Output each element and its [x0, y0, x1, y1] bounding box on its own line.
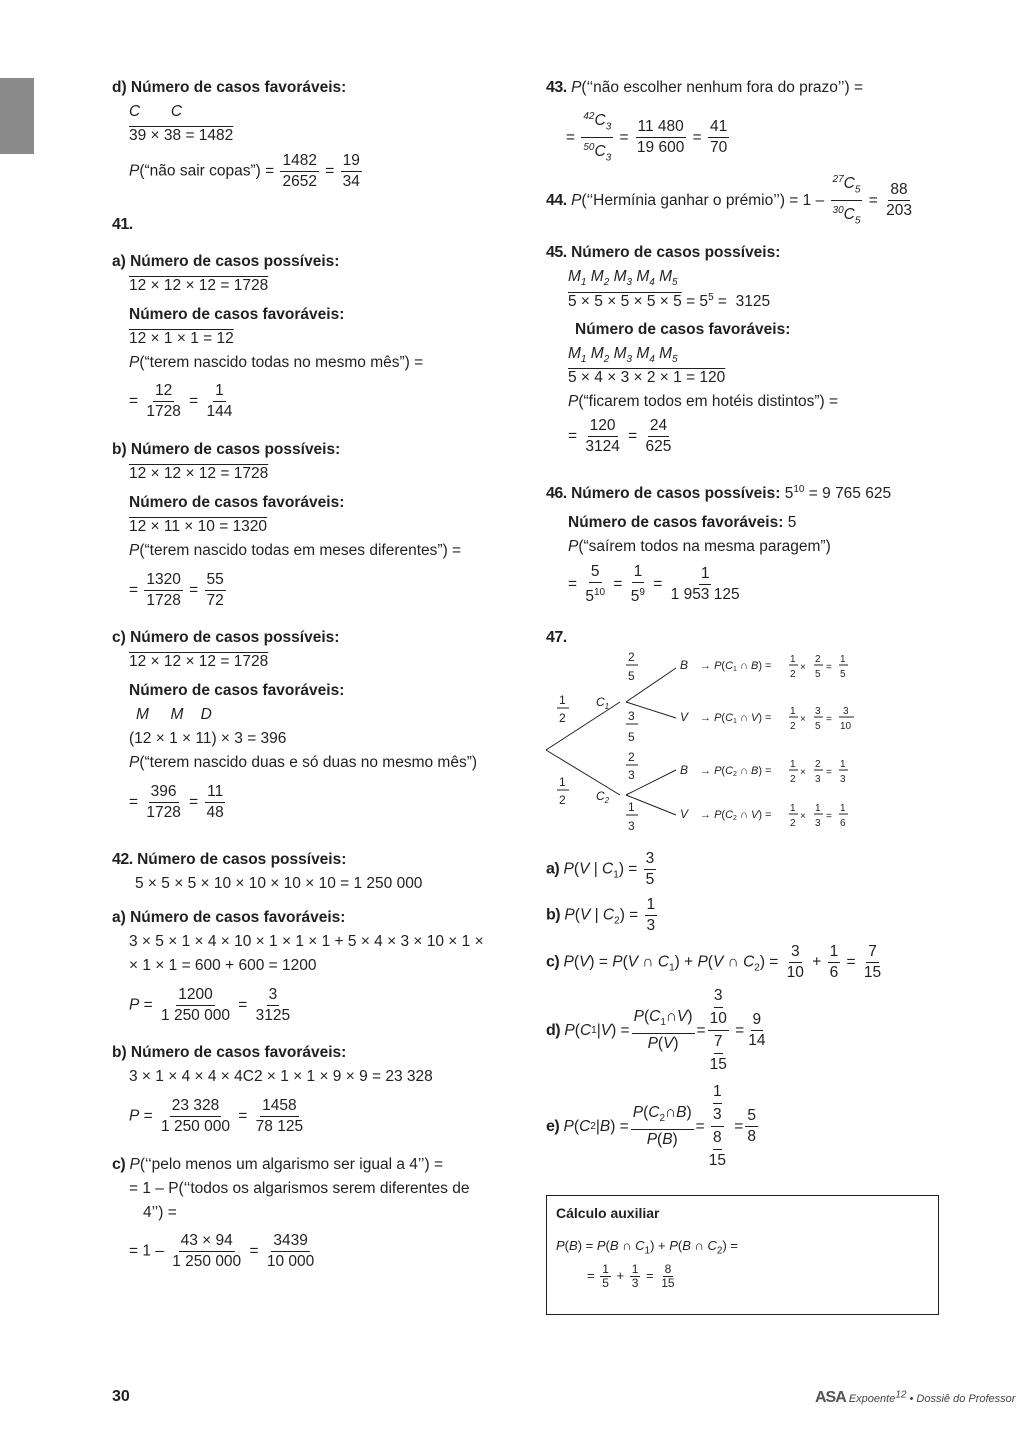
svg-text:5: 5 [815, 721, 821, 732]
q41-number: 41. [112, 216, 133, 233]
svg-text:C1: $C_1$ [596, 695, 610, 711]
svg-text:3: 3 [815, 706, 821, 717]
svg-text:C2: $C_2$ [596, 789, 610, 805]
svg-text:3: 3 [628, 709, 635, 723]
b41-heading: b) Número de casos possíveis: [112, 441, 341, 458]
svg-text:1: 1 [815, 803, 821, 814]
aux-line1: P(B) = P(B ∩ $C_1) + P(B$ ∩ $C_2$) = [556, 1238, 738, 1257]
svg-text:1: 1 [840, 803, 846, 814]
q46-fav: Número de casos favoráveis: 5 [568, 514, 797, 531]
svg-text:V: V [680, 807, 689, 821]
q45-possible: $5 \times 5 \times 5 \times 5 \times 5 = 5^5 = 3125$ [568, 292, 771, 311]
d-probability: P(“não sair copas”) = $\frac{1482}{2652}$ = $\frac{19}{34}$ [129, 152, 360, 190]
svg-text:B: B [680, 763, 689, 777]
c41-heading: c) Número de casos possíveis: [112, 629, 340, 646]
aux-title: Cálculo auxiliar [556, 1205, 660, 1221]
c42-line2: = 1 – P(‘‘todos os algarismos serem diferentes de [129, 1180, 470, 1197]
a41-favorable: 12 × 1 × 1 = 12 [129, 330, 234, 347]
brand-sup: 12 [895, 1389, 907, 1401]
auxiliary-calculation-box [546, 1195, 939, 1315]
svg-text:5: 5 [628, 669, 635, 683]
b41-possible: 12 × 12 × 12 = 1728 [129, 465, 269, 482]
q44-comb-frac: $\frac{^{27}C_5}{^{30}C_5}$ [831, 170, 863, 232]
svg-text:=: = [826, 767, 832, 778]
q45-m-labels-2: $M_1$ $M_2$ $M_3$ $M_4$ $M_5$ [568, 345, 678, 366]
q46-heading: 46. Número de casos possíveis: $5^{10} = 9$ 765 625 [546, 484, 892, 503]
svg-text:2: 2 [790, 721, 796, 732]
svg-text:3: 3 [628, 819, 635, 833]
svg-text:2: 2 [790, 774, 796, 785]
svg-text:3: 3 [815, 818, 821, 829]
svg-text:1: 1 [790, 706, 796, 717]
c41-mmd: M M D [136, 706, 212, 723]
q47-c: c) P(V) = P(V ∩ $C_1) + P(V$ ∩ $C_2$) = $\frac{3}{10}$ + $\frac{1}{6}$ = $\frac{7}{15}$ [546, 943, 882, 981]
svg-text:5: 5 [815, 669, 821, 680]
b42-line1: 3 × 1 × 4 × 4 × 4C2 × 1 × 1 × 9 × 9 = 23 328 [129, 1068, 433, 1085]
a42-line2: × 1 × 1 = 600 + 600 = 1200 [129, 957, 317, 974]
b41-fractions: = $\frac{1320}{1728}$ = $\frac{55}{72}$ [129, 571, 224, 609]
svg-text:→ P(C1 ∩ V) =: → P(C1 ∩ V) = [700, 712, 772, 725]
c41-probability: P(“terem nascido duas e só duas no mesmo mês”) [129, 754, 478, 771]
svg-text:2: 2 [559, 793, 566, 807]
svg-text:1: 1 [840, 759, 846, 770]
svg-text:2: 2 [790, 669, 796, 680]
a42-heading: a) Número de casos favoráveis: [112, 909, 346, 926]
svg-text:1: 1 [790, 654, 796, 665]
q42-possible: 5 × 5 × 5 × 10 × 10 × 10 × 10 = 1 250 000 [135, 875, 423, 892]
svg-text:3: 3 [843, 706, 849, 717]
svg-text:→ P(C2 ∩ B) =: → P(C2 ∩ B) = [700, 765, 772, 778]
q46-fractions: = $\frac{5}{5^{10}}$ = $\frac{1}{5^9}$ = $\frac{1}{1 953 125}$ [568, 563, 740, 606]
q42-heading: 42. Número de casos possíveis: [112, 851, 347, 868]
svg-text:=: = [826, 662, 832, 673]
d-product: 39 × 38 = 1482 [129, 127, 234, 144]
d-p-text: (“não sair copas”) = [139, 162, 275, 180]
a42-line1: 3 × 5 × 1 × 4 × 10 × 1 × 1 × 1 + 5 × 4 × 3 × 10 × 1 × [129, 933, 484, 950]
q43-comb-frac: $\frac{^{42}C_3}{^{50}C_3}$ [581, 107, 613, 169]
q47-e: e) P ( C 2 | B ) = $\frac{P(C_2\cap B)}{P(B)}$ = 1 3 8 15 = $\frac{5}{8}$ [546, 1083, 756, 1169]
a42-fractions: P = $\frac{1200}{1 250 000}$ = $\frac{3}{3125}$ [129, 986, 291, 1024]
svg-text:2: 2 [628, 650, 635, 664]
svg-text:2: 2 [790, 818, 796, 829]
svg-text:2: 2 [815, 759, 821, 770]
a41-possible: 12 × 12 × 12 = 1728 [129, 277, 269, 294]
d-heading [112, 79, 346, 97]
d-heading-text: d) Número de casos favoráveis: [112, 79, 347, 96]
q46-probability: P(“saírem todos na mesma paragem”) [568, 538, 831, 555]
d-c1: C [129, 103, 141, 120]
q43-line: 43. P(‘‘não escolher nenhum fora do prazo’’) = [546, 79, 864, 96]
svg-text:2: 2 [815, 654, 821, 665]
b41-favorable: 12 × 11 × 10 = 1320 [129, 518, 268, 535]
aux-line2: = $\frac{1}{5}$ + $\frac{1}{3}$ = $\frac{8}{15}$ [587, 1262, 675, 1290]
c41-fractions: = $\frac{396}{1728}$ = $\frac{11}{48}$ [129, 783, 224, 821]
svg-text:1: 1 [628, 800, 635, 814]
svg-text:3: 3 [815, 774, 821, 785]
svg-text:1: 1 [840, 654, 846, 665]
svg-text:1: 1 [790, 759, 796, 770]
c41-possible: 12 × 12 × 12 = 1728 [129, 653, 269, 670]
svg-text:3: 3 [628, 768, 635, 782]
brand-logo: ASA [815, 1389, 846, 1406]
q47-b: b) P(V | $C_2$) = $\frac{1}{3}$ [546, 896, 656, 934]
svg-text:V: V [680, 710, 689, 724]
c41-favorable: (12 × 1 × 11) × 3 = 396 [129, 730, 287, 747]
page-number: 30 [112, 1388, 130, 1405]
q47-a: a) P(V | $C_1$) = $\frac{3}{5}$ [546, 850, 655, 888]
brand-rest: • Dossiê do Professor [906, 1393, 1016, 1405]
q43-fractions: = $\frac{^{42}C_3}{^{50}C_3}$ = $\frac{11 480}{19 600}$ = $\frac{41}{70}$ [566, 107, 731, 169]
footer-brand [815, 1389, 1015, 1407]
d-frac2: $\frac{19}{34}$ [342, 152, 360, 190]
svg-text:×: × [800, 662, 806, 673]
c42-line3: 4’’) = [143, 1204, 177, 1221]
c42-line1: c) P(‘‘pelo menos um algarismo ser igual a 4’’) = [112, 1156, 444, 1173]
a41-probability: P(“terem nascido todas no mesmo mês”) = [129, 354, 424, 371]
svg-text:=: = [826, 811, 832, 822]
svg-text:→ P(C1 ∩ B) =: → P(C1 ∩ B) = [700, 660, 772, 673]
svg-text:=: = [826, 714, 832, 725]
a41-fav-label: Número de casos favoráveis: [129, 306, 345, 323]
brand-series: Expoente [848, 1393, 896, 1405]
q44-line: 44. P(‘‘Hermínia ganhar o prémio’’) = 1 – $\frac{^{27}C_5}{^{30}C_5}$ = $\frac{88}{203}$ [546, 170, 916, 232]
a41-fractions: = $\frac{12}{1728}$ = $\frac{1}{144}$ [129, 382, 233, 420]
c41-fav-label: Número de casos favoráveis: [129, 682, 345, 699]
svg-text:6: 6 [840, 818, 846, 829]
d-frac1: $\frac{1482}{2652}$ [282, 152, 317, 190]
q45-heading: 45. Número de casos possíveis: [546, 244, 781, 261]
svg-text:B: B [680, 658, 689, 672]
c42-fractions: = 1 – $\frac{43 \times 94}{1 250 000}$ = $\frac{3439}{10 000}$ [129, 1232, 315, 1270]
q47-d: d) P ( C 1 | V ) = $\frac{P(C_1\cap V)}{P(V)}$ = 3 10 7 15 = $\frac{9}{14}$ [546, 987, 766, 1073]
svg-text:1: 1 [559, 775, 566, 789]
q45-fav-label: Número de casos favoráveis: [575, 321, 791, 338]
probability-tree [540, 640, 880, 840]
svg-text:10: 10 [840, 721, 852, 732]
q45-probability: P(“ficarem todos em hotéis distintos”) = [568, 393, 839, 410]
svg-text:2: 2 [628, 750, 635, 764]
q45-favorable: 5 × 4 × 3 × 2 × 1 = 120 [568, 369, 726, 386]
a41-heading: a) Número de casos possíveis: [112, 253, 340, 270]
chapter-tab [0, 78, 34, 154]
q47-number: 47. [546, 629, 567, 646]
svg-text:×: × [800, 811, 806, 822]
b42-fractions: P = $\frac{23 328}{1 250 000}$ = $\frac{1458}{78 125}$ [129, 1097, 304, 1135]
svg-text:5: 5 [628, 730, 635, 744]
d-c2: C [170, 103, 183, 120]
svg-text:3: 3 [840, 774, 846, 785]
svg-text:1: 1 [559, 693, 566, 707]
b42-heading: b) Número de casos favoráveis: [112, 1044, 347, 1061]
q45-m-labels: $M_1$ $M_2$ $M_3$ $M_4$ $M_5$ [568, 268, 678, 289]
svg-text:×: × [800, 714, 806, 725]
d-overline-c [129, 103, 182, 121]
q45-fractions: = $\frac{120}{3124}$ = $\frac{24}{625}$ [568, 417, 672, 455]
b41-probability: P(“terem nascido todas em meses diferentes”) = [129, 542, 462, 559]
svg-text:×: × [800, 767, 806, 778]
svg-text:→ P(C2 ∩ V) =: → P(C2 ∩ V) = [700, 809, 772, 822]
b41-fav-label: Número de casos favoráveis: [129, 494, 345, 511]
svg-text:1: 1 [790, 803, 796, 814]
svg-text:5: 5 [840, 669, 846, 680]
svg-text:2: 2 [559, 711, 566, 725]
